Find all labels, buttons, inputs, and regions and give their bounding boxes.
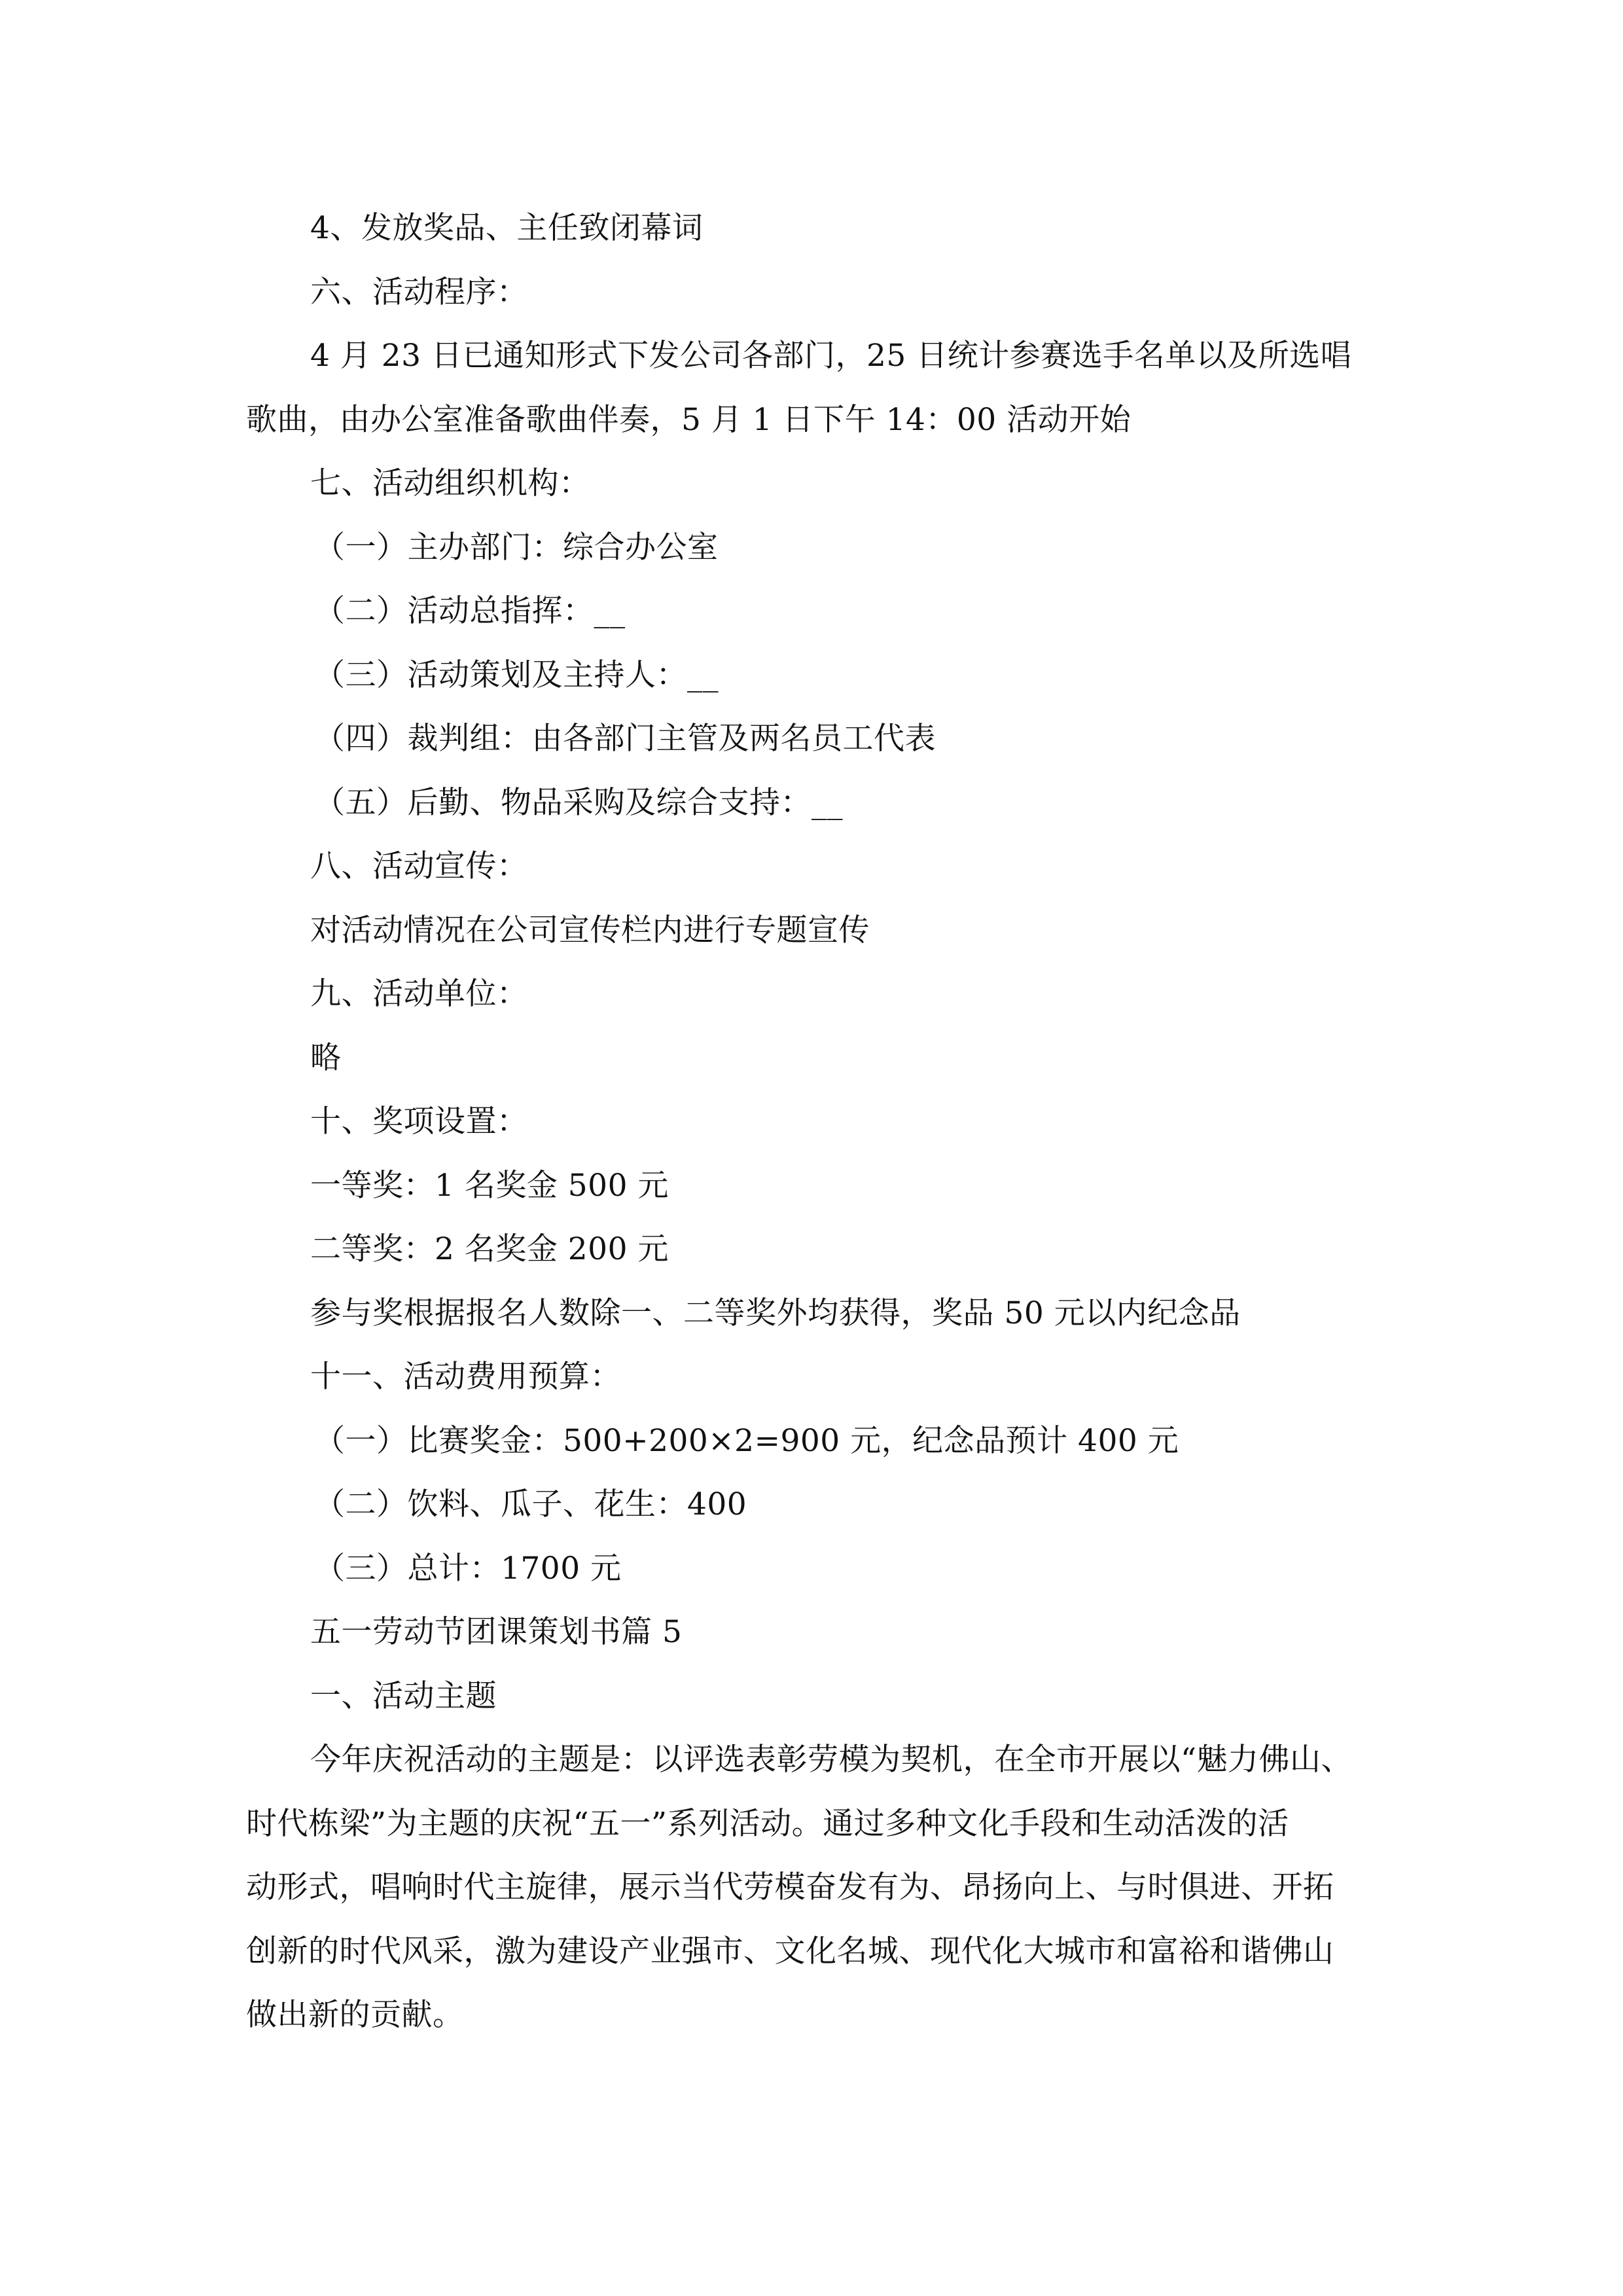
text-line: 略 [310, 1039, 342, 1076]
section-heading: 七、活动组织机构： [310, 465, 590, 501]
text-line: 创新的时代风采，激为建设产业强市、文化名城、现代化大城市和富裕和谐佛山 [246, 1933, 1334, 1969]
article-title: 五一劳动节团课策划书篇 5 [310, 1614, 683, 1650]
list-item: （二）活动总指挥：__ [314, 593, 626, 629]
list-item: （二）饮料、瓜子、花生：400 [314, 1486, 747, 1522]
list-item: （三）活动策划及主持人：__ [314, 656, 719, 693]
text-line: 时代栋梁”为主题的庆祝“五一”系列活动。通过多种文化手段和生动活泼的活 [246, 1805, 1289, 1842]
document-body [246, 196, 1377, 2047]
text-line: 二等奖：2 名奖金 200 元 [310, 1231, 669, 1267]
text-line: 4 月 23 日已通知形式下发公司各部门，25 日统计参赛选手名单以及所选唱 [310, 338, 1352, 374]
section-heading: 十一、活动费用预算： [310, 1359, 621, 1395]
text-line: 参与奖根据报名人数除一、二等奖外均获得，奖品 50 元以内纪念品 [310, 1295, 1241, 1331]
text-line: 对活动情况在公司宣传栏内进行专题宣传 [310, 912, 870, 948]
section-heading: 一、活动主题 [310, 1677, 497, 1714]
list-item: （四）裁判组：由各部门主管及两名员工代表 [314, 721, 936, 757]
text-line: 做出新的贡献。 [246, 1997, 464, 2033]
list-item: （五）后勤、物品采购及综合支持：__ [314, 784, 843, 821]
list-item: （三）总计：1700 元 [314, 1550, 622, 1587]
section-heading: 八、活动宣传： [310, 848, 528, 884]
text-line: 一等奖：1 名奖金 500 元 [310, 1167, 669, 1204]
section-heading: 十、奖项设置： [310, 1103, 528, 1139]
text-line: 动形式，唱响时代主旋律，展示当代劳模奋发有为、昂扬向上、与时俱进、开拓 [246, 1869, 1334, 1905]
list-item: （一）比赛奖金：500+200×2=900 元，纪念品预计 400 元 [314, 1422, 1179, 1459]
section-heading: 六、活动程序： [310, 274, 528, 310]
text-line: 今年庆祝活动的主题是：以评选表彰劳模为契机，在全市开展以“魅力佛山、 [310, 1742, 1353, 1778]
text-line: 歌曲，由办公室准备歌曲伴奏，5 月 1 日下午 14：00 活动开始 [246, 401, 1132, 438]
text-line: 4、发放奖品、主任致闭幕词 [310, 210, 704, 246]
section-heading: 九、活动单位： [310, 976, 528, 1012]
list-item: （一）主办部门：综合办公室 [314, 529, 719, 565]
